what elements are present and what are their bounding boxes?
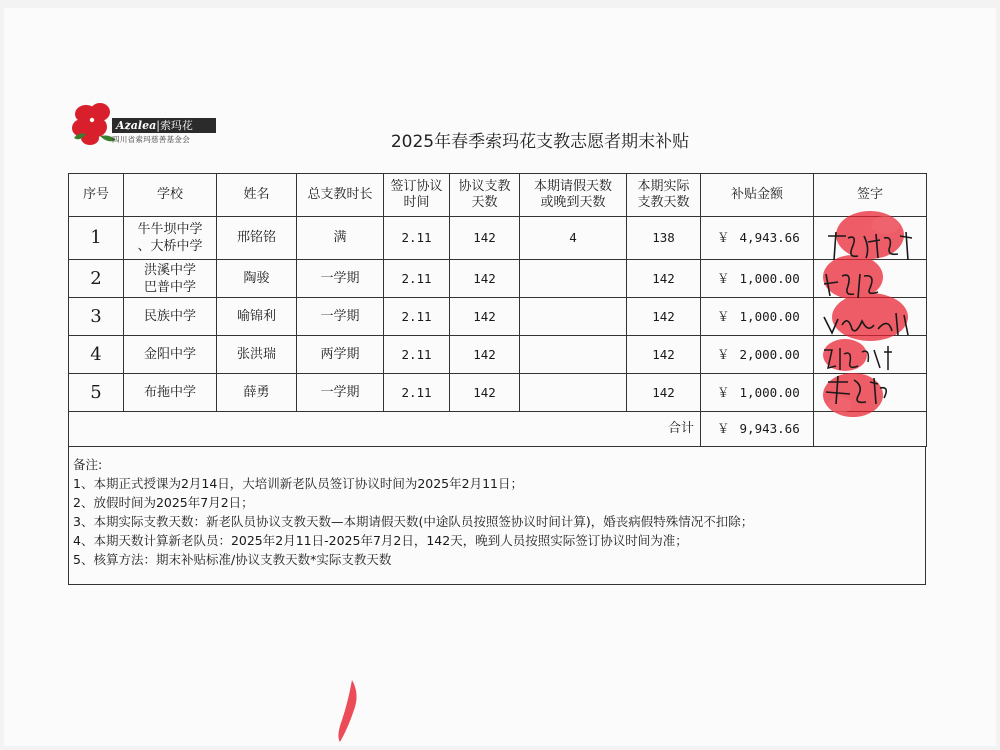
cell-actual-days: 142 xyxy=(627,298,701,336)
cell-actual-days: 138 xyxy=(627,217,701,260)
cell-actual-days: 142 xyxy=(627,374,701,412)
cell-no: 4 xyxy=(69,336,124,374)
cell-name: 薛勇 xyxy=(217,374,297,412)
cell-school xyxy=(124,260,217,298)
header-name: 姓名 xyxy=(217,174,297,217)
cell-school-l1: 牛牛坝中学 xyxy=(137,222,203,237)
logo-org-name: 四川省索玛慈善基金会 xyxy=(112,135,190,144)
table-row xyxy=(69,217,927,260)
amount-value: 4,943.66 xyxy=(739,230,800,245)
cell-sign-date: 2.11 xyxy=(384,260,450,298)
amount-value: 1,000.00 xyxy=(739,384,800,400)
total-label: 合计 xyxy=(69,412,701,447)
amount-value: 2,000.00 xyxy=(739,346,800,362)
cell-agreed-days: 142 xyxy=(450,217,520,260)
cell-school-l2: 、大桥中学 xyxy=(137,239,203,254)
page-title: 2025年春季索玛花支教志愿者期末补贴 xyxy=(390,132,690,152)
cell-amount xyxy=(701,260,814,298)
note-item: 1、本期正式授课为2月14日，大培训新老队员签订协议时间为2025年2月11日； xyxy=(73,476,523,491)
cell-school-l2: 巴普中学 xyxy=(143,279,196,295)
header-agreed-days-l2: 天数 xyxy=(471,195,498,210)
cell-actual-days: 142 xyxy=(627,260,701,298)
table-row xyxy=(69,298,927,336)
total-row xyxy=(69,412,927,447)
header-actual-days-l1: 本期实际 xyxy=(637,179,690,194)
table-row xyxy=(69,260,927,298)
header-leave-days xyxy=(520,174,627,217)
note-item: 3、本期实际支教天数：新老队员协议支教天数—本期请假天数(中途队员按照签协议时间计算)，婚丧病假特殊情况不扣除； xyxy=(73,514,754,529)
cell-agreed-days: 142 xyxy=(450,336,520,374)
foundation-logo xyxy=(70,100,220,150)
cell-school: 民族中学 xyxy=(124,298,217,336)
cell-sign-date: 2.11 xyxy=(384,217,450,260)
cell-amount xyxy=(701,374,814,412)
cell-signature xyxy=(814,336,927,374)
cell-sign-date: 2.11 xyxy=(384,336,450,374)
cell-duration: 两学期 xyxy=(297,336,384,374)
currency-symbol: ￥ xyxy=(717,421,730,436)
cell-leave-days xyxy=(520,298,627,336)
cell-duration: 一学期 xyxy=(297,260,384,298)
notes-section xyxy=(68,447,926,585)
total-empty-cell xyxy=(814,412,927,447)
cell-amount xyxy=(701,336,814,374)
header-actual-days xyxy=(627,174,701,217)
cell-leave-days xyxy=(520,260,627,298)
note-item: 2、放假时间为2025年7月2日； xyxy=(73,495,254,510)
header-leave-days-l1: 本期请假天数 xyxy=(533,179,612,194)
header-leave-days-l2: 或晚到天数 xyxy=(540,195,606,210)
amount-value: 1,000.00 xyxy=(739,308,800,324)
header-actual-days-l2: 支教天数 xyxy=(637,195,690,210)
table-header-row xyxy=(69,174,927,217)
cell-no: 1 xyxy=(69,217,124,260)
header-sign-date xyxy=(384,174,450,217)
cell-amount xyxy=(701,217,814,260)
amount-value: 1,000.00 xyxy=(739,270,800,286)
cell-name: 邢铭铭 xyxy=(217,217,297,260)
cell-name: 陶骏 xyxy=(217,260,297,298)
header-agreed-days-l1: 协议支教 xyxy=(458,179,511,194)
logo-brand-cn: 索玛花 xyxy=(159,119,193,132)
header-amount: 补贴金额 xyxy=(701,174,814,217)
cell-signature xyxy=(814,374,927,412)
azalea-flower-icon xyxy=(70,100,118,146)
cell-signature xyxy=(814,217,927,260)
cell-no: 3 xyxy=(69,298,124,336)
header-duration: 总支教时长 xyxy=(297,174,384,217)
cell-actual-days: 142 xyxy=(627,336,701,374)
table-row xyxy=(69,374,927,412)
cell-name: 张洪瑞 xyxy=(217,336,297,374)
cell-duration: 一学期 xyxy=(297,374,384,412)
cell-duration: 一学期 xyxy=(297,298,384,336)
header-no: 序号 xyxy=(69,174,124,217)
note-item: 5、核算方法：期末补贴标准/协议支教天数*实际支教天数 xyxy=(73,552,392,567)
cell-no: 2 xyxy=(69,260,124,298)
total-amount xyxy=(701,412,814,447)
cell-agreed-days: 142 xyxy=(450,260,520,298)
cell-agreed-days: 142 xyxy=(450,298,520,336)
cell-no: 5 xyxy=(69,374,124,412)
logo-brand-en: Azalea xyxy=(116,119,157,132)
subsidy-table xyxy=(68,173,927,447)
cell-school: 布拖中学 xyxy=(124,374,217,412)
subsidy-table-block xyxy=(68,173,926,585)
header-school: 学校 xyxy=(124,174,217,217)
cell-leave-days xyxy=(520,336,627,374)
red-ink-smudge xyxy=(330,676,370,746)
cell-signature xyxy=(814,260,927,298)
cell-leave-days xyxy=(520,374,627,412)
logo-brand-bar: Azalea|索玛花 xyxy=(112,118,216,133)
cell-signature xyxy=(814,298,927,336)
note-item: 4、本期天数计算新老队员：2025年2月11日-2025年7月2日，142天，晚到人员按照实际签订协议时间为准； xyxy=(73,533,688,548)
header-sign-date-l2: 时间 xyxy=(403,195,430,210)
header-agreed-days xyxy=(450,174,520,217)
cell-name: 喻锦利 xyxy=(217,298,297,336)
cell-school: 金阳中学 xyxy=(124,336,217,374)
cell-leave-days: 4 xyxy=(520,217,627,260)
cell-amount xyxy=(701,298,814,336)
cell-sign-date: 2.11 xyxy=(384,374,450,412)
notes-heading: 备注: xyxy=(73,457,103,472)
table-row xyxy=(69,336,927,374)
currency-symbol: ￥ xyxy=(717,346,730,362)
header-sign-date-l1: 签订协议 xyxy=(390,179,443,194)
total-amount-value: 9,943.66 xyxy=(739,421,800,436)
currency-symbol: ￥ xyxy=(717,230,730,245)
cell-sign-date: 2.11 xyxy=(384,298,450,336)
currency-symbol: ￥ xyxy=(717,384,730,400)
header-signature: 签字 xyxy=(814,174,927,217)
cell-school-l1: 洪溪中学 xyxy=(143,262,196,278)
currency-symbol: ￥ xyxy=(717,270,730,286)
cell-duration: 满 xyxy=(297,217,384,260)
cell-agreed-days: 142 xyxy=(450,374,520,412)
cell-school xyxy=(124,217,217,260)
currency-symbol: ￥ xyxy=(717,308,730,324)
